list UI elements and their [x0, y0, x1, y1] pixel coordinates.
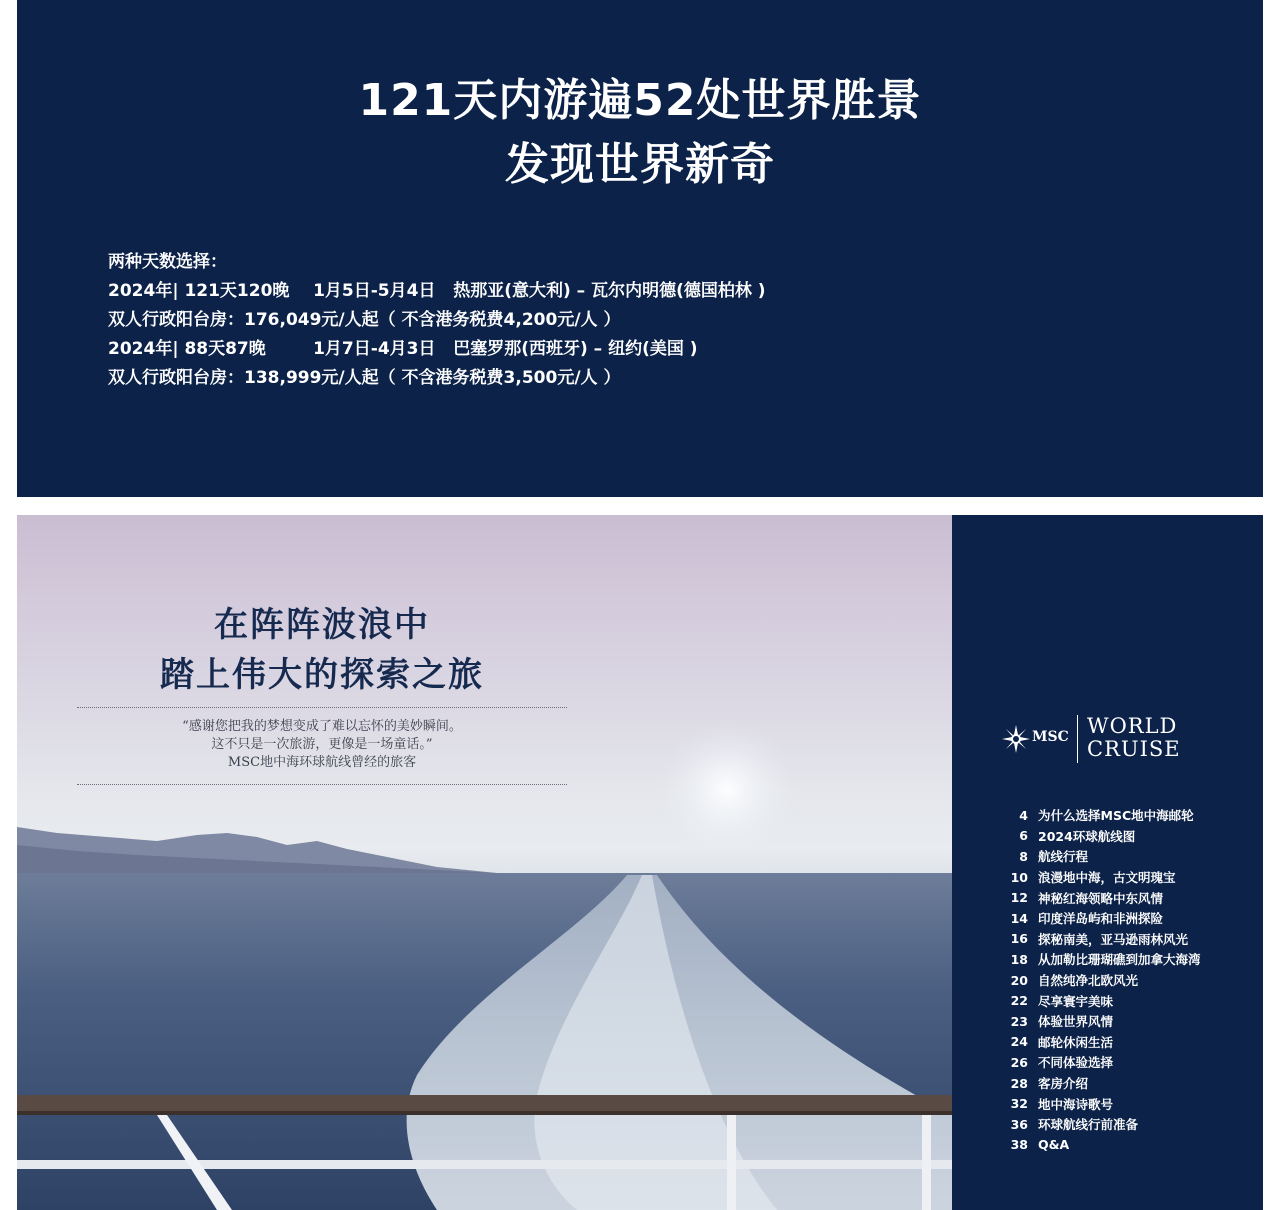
wordmark-line-2: CRUISE — [1087, 737, 1181, 761]
toc-item — [1000, 1135, 1201, 1156]
toc-item — [1000, 1093, 1201, 1114]
quote-author: MSC地中海环球航线曾经的旅客 — [227, 755, 417, 770]
toc-page-number: 32 — [1010, 1096, 1028, 1112]
guest-quote — [77, 707, 567, 785]
slogan-line-2: 踏上伟大的探索之旅 — [160, 655, 484, 695]
slogan-line-1: 在阵阵波浪中 — [214, 605, 430, 645]
msc-compass-icon — [1002, 725, 1030, 753]
msc-brand-text: MSC — [1032, 729, 1069, 745]
toc-title: 神秘红海领略中东风情 — [1038, 890, 1164, 906]
toc-item — [1000, 805, 1201, 826]
toc-title: 从加勒比珊瑚礁到加拿大海湾 — [1038, 952, 1201, 968]
world-cruise-wordmark — [1087, 715, 1181, 761]
option-2-price: 双人行政阳台房：138,999元/人起（ 不含港务税费3,500元/人 ） — [108, 368, 621, 388]
toc-page-number: 20 — [1010, 972, 1028, 988]
option-1-price: 双人行政阳台房：176,049元/人起（ 不含港务税费4,200元/人 ） — [108, 310, 621, 330]
toc-page-number: 16 — [1010, 931, 1028, 947]
toc-title: 体验世界风情 — [1038, 1014, 1114, 1030]
toc-page-number: 12 — [1010, 890, 1028, 906]
toc-title: 不同体验选择 — [1038, 1055, 1114, 1071]
toc-title: 自然纯净北欧风光 — [1038, 973, 1139, 989]
toc-page-number: 23 — [1010, 1013, 1028, 1029]
toc-title: 邮轮休闲生活 — [1038, 1034, 1114, 1050]
toc-title: 探秘南美，亚马逊雨林风光 — [1038, 931, 1189, 947]
headline-line-2: 发现世界新奇 — [505, 139, 775, 190]
toc-item — [1000, 867, 1201, 888]
toc-item — [1000, 929, 1201, 950]
toc-page-number: 18 — [1010, 951, 1028, 967]
toc-title: 客房介绍 — [1038, 1076, 1089, 1092]
logo-divider — [1077, 715, 1078, 763]
toc-item — [1000, 990, 1201, 1011]
toc-page-number: 14 — [1010, 910, 1028, 926]
toc-page-number: 22 — [1010, 993, 1028, 1009]
toc-page-number: 24 — [1010, 1034, 1028, 1050]
toc-page-number: 10 — [1010, 869, 1028, 885]
toc-page-number: 6 — [1019, 828, 1028, 844]
toc-item — [1000, 846, 1201, 867]
toc-page-number: 4 — [1019, 807, 1028, 823]
toc-item — [1000, 1052, 1201, 1073]
toc-title: 印度洋岛屿和非洲探险 — [1038, 911, 1164, 927]
toc-item — [1000, 1073, 1201, 1094]
toc-title: 环球航线行前准备 — [1038, 1117, 1139, 1133]
toc-page-number: 28 — [1010, 1075, 1028, 1091]
top-banner — [17, 0, 1263, 497]
toc-item — [1000, 887, 1201, 908]
table-of-contents-panel — [952, 515, 1263, 1210]
wordmark-line-1: WORLD — [1087, 714, 1178, 738]
toc-item — [1000, 1114, 1201, 1135]
toc-title: 尽享寰宇美味 — [1038, 993, 1114, 1009]
toc-title: 2024环球航线图 — [1038, 828, 1136, 844]
toc-title: 地中海诗歌号 — [1038, 1096, 1114, 1112]
toc-page-number: 38 — [1010, 1137, 1028, 1153]
msc-world-cruise-logo — [1002, 715, 1182, 765]
toc-item — [1000, 970, 1201, 991]
toc-item — [1000, 1032, 1201, 1053]
option-2-itinerary: 2024年| 88天87晚 1月7日-4月3日 巴塞罗那(西班牙) – 纽约(美国 ) — [108, 339, 698, 359]
headline-line-1: 121天内游遍52处世界胜景 — [358, 75, 922, 126]
quote-line-2: 这不只是一次旅游，更像是一场童话。” — [211, 737, 433, 752]
ocean-photo — [17, 515, 952, 1210]
toc-item — [1000, 949, 1201, 970]
toc-title: Q&A — [1038, 1137, 1070, 1153]
option-1-itinerary: 2024年| 121天120晚 1月5日-5月4日 热那亚(意大利) – 瓦尔内明德(德国柏林 ) — [108, 281, 766, 301]
toc-item — [1000, 826, 1201, 847]
toc-page-number: 26 — [1010, 1054, 1028, 1070]
toc-page-number: 8 — [1019, 848, 1028, 864]
toc-title: 为什么选择MSC地中海邮轮 — [1038, 808, 1194, 824]
toc-item — [1000, 1011, 1201, 1032]
toc-item — [1000, 908, 1201, 929]
options-title: 两种天数选择： — [108, 252, 227, 272]
toc-title: 浪漫地中海，古文明瑰宝 — [1038, 870, 1176, 886]
quote-line-1: “感谢您把我的梦想变成了难以忘怀的美妙瞬间。 — [182, 719, 462, 734]
toc-list — [1000, 805, 1201, 1155]
toc-page-number: 36 — [1010, 1116, 1028, 1132]
itinerary-options — [108, 248, 766, 393]
toc-title: 航线行程 — [1038, 849, 1089, 865]
